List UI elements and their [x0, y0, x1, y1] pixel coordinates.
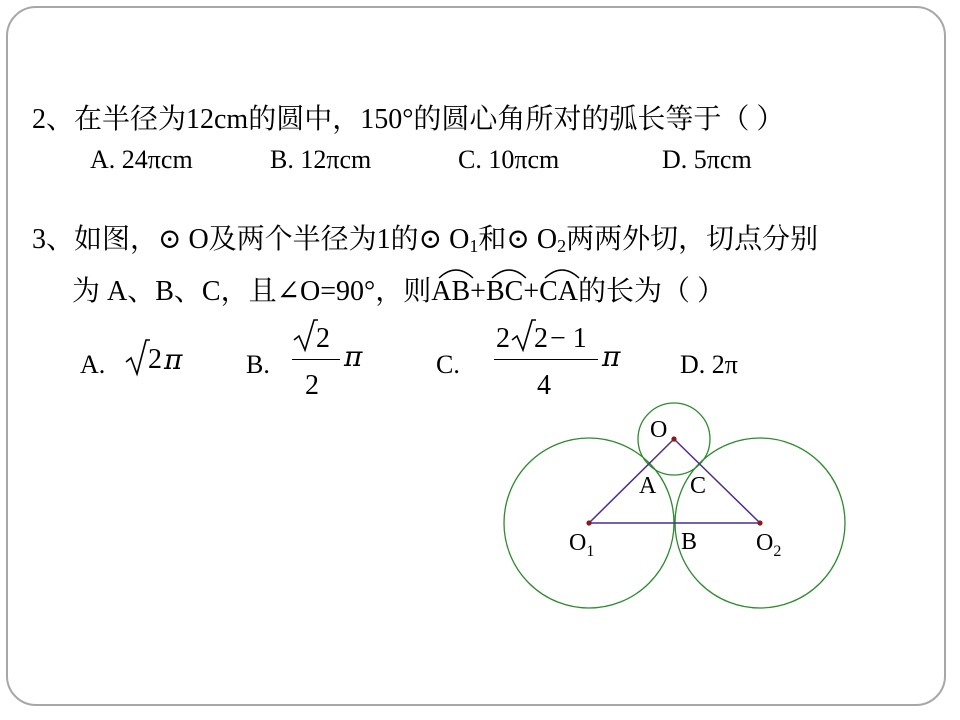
q3-stem-l2-a: 为 A、B、C，且∠O=90°，则 — [72, 276, 432, 307]
option-a-radicand: 2 — [148, 344, 162, 375]
option-b-den: 2 — [305, 370, 319, 401]
label-o1: $O_1$ — [569, 530, 595, 560]
q3-stem-sub2: 2 — [557, 236, 567, 256]
plus-2: + — [523, 276, 540, 307]
label-o: O — [650, 417, 668, 443]
center-dot-o1 — [586, 520, 591, 525]
q2-option-c: C. 10πcm — [458, 145, 560, 174]
q3-option-d: D. 2π — [680, 350, 738, 379]
q3-stem-l1-a: 3、如图，⊙ O及两个半径为1的⊙ O — [32, 224, 470, 255]
option-c-num-coef: 2 — [496, 323, 510, 354]
q2-option-a: A. 24πcm — [90, 145, 193, 174]
q3-stem-sub1: 1 — [469, 236, 479, 256]
arc-ca-label: CA — [539, 276, 579, 307]
option-c-num-radicand: 2 — [534, 323, 548, 354]
option-b-pi: π — [344, 340, 363, 373]
q2-option-b: B. 12πcm — [270, 145, 372, 174]
q3-stem-l1-b: 和⊙ O — [478, 224, 558, 255]
center-dot-o — [671, 436, 676, 441]
label-b: B — [681, 529, 698, 555]
label-a: A — [639, 473, 657, 499]
triangle-o-o1-o2 — [589, 439, 760, 523]
arc-bc-label: BC — [485, 276, 524, 307]
center-dot-o2 — [757, 520, 762, 525]
q2-option-d: D. 5πcm — [662, 145, 752, 174]
q2-stem: 2、在半径为12cm的圆中，150°的圆心角所对的弧长等于（ ） — [32, 104, 785, 135]
label-o2: $O_2$ — [756, 530, 782, 560]
q3-option-a-label: A. — [80, 350, 106, 379]
option-c-den: 4 — [537, 370, 551, 401]
label-c: C — [690, 473, 707, 499]
option-b-num-radicand: 2 — [316, 323, 330, 354]
plus-1: + — [470, 276, 486, 307]
option-a-pi: π — [164, 343, 183, 376]
option-c-pi: π — [602, 340, 621, 373]
q3-stem-l1-c: 两两外切，切点分别 — [566, 224, 819, 255]
q3-option-c-label: C. — [436, 350, 460, 379]
q3-option-b-label: B. — [246, 350, 270, 379]
q3-stem-l2-b: 的长为（ ） — [578, 276, 726, 307]
option-c-num-rest: − 1 — [550, 323, 587, 354]
arc-ab-label: AB — [431, 276, 471, 307]
